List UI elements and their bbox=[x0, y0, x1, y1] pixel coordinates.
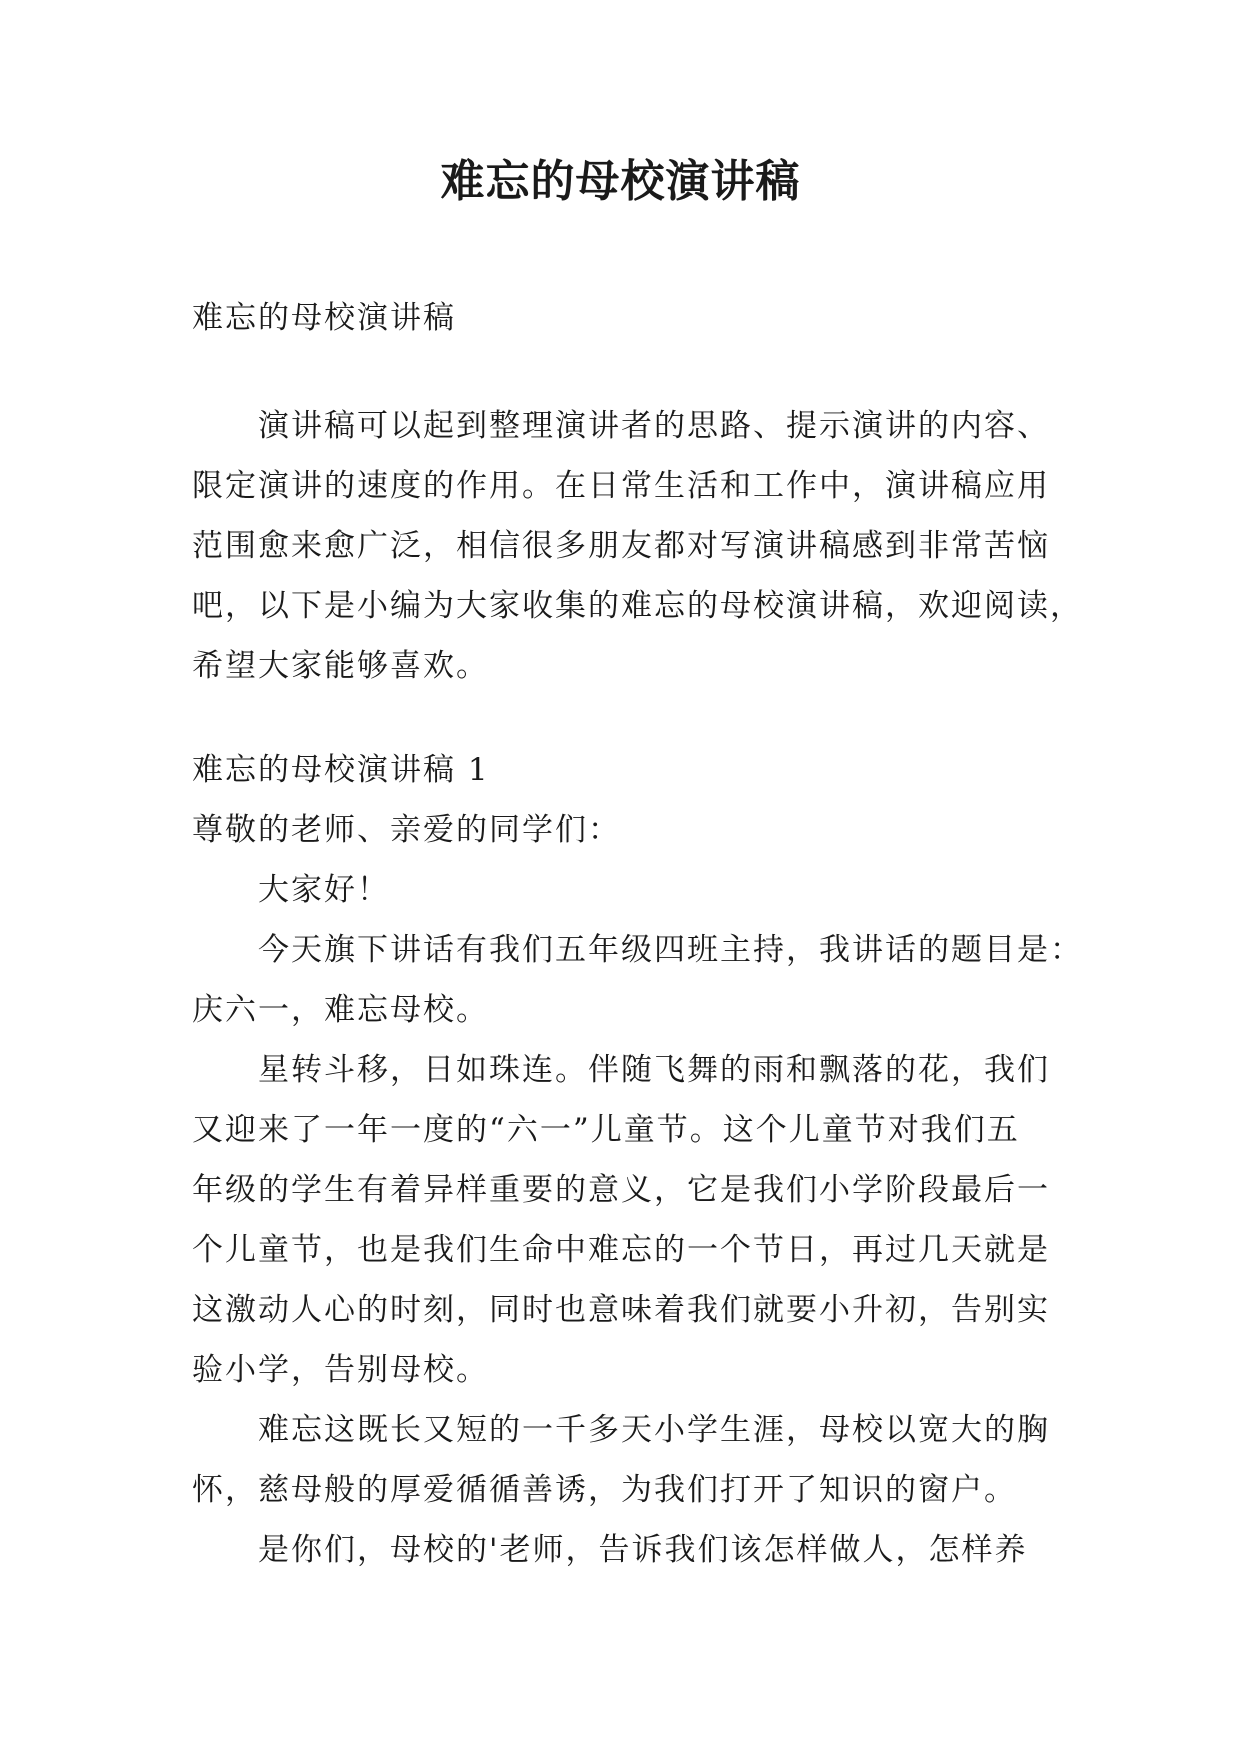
paragraph-line: 年级的学生有着异样重要的意义，它是我们小学阶段最后一 bbox=[192, 1172, 1050, 1208]
paragraph-line: 个儿童节，也是我们生命中难忘的一个节日，再过几天就是 bbox=[192, 1232, 1050, 1268]
paragraph-line: 难忘这既长又短的一千多天小学生涯，母校以宽大的胸 bbox=[258, 1412, 1050, 1448]
subtitle: 难忘的母校演讲稿 bbox=[192, 300, 456, 336]
paragraph-line: 又迎来了一年一度的“六一”儿童节。这个儿童节对我们五 bbox=[192, 1112, 1020, 1148]
intro-line: 范围愈来愈广泛，相信很多朋友都对写演讲稿感到非常苦恼 bbox=[192, 528, 1050, 564]
salutation: 尊敬的老师、亲爱的同学们： bbox=[192, 812, 621, 848]
paragraph-line: 怀，慈母般的厚爱循循善诱，为我们打开了知识的窗户。 bbox=[192, 1472, 1017, 1508]
paragraph-line: 星转斗移，日如珠连。伴随飞舞的雨和飘落的花，我们 bbox=[258, 1052, 1050, 1088]
paragraph-line: 庆六一，难忘母校。 bbox=[192, 992, 489, 1028]
intro-line: 吧，以下是小编为大家收集的难忘的母校演讲稿，欢迎阅读， bbox=[192, 588, 1083, 624]
paragraph-line: 今天旗下讲话有我们五年级四班主持，我讲话的题目是： bbox=[258, 932, 1083, 968]
paragraph-line: 这激动人心的时刻，同时也意味着我们就要小升初，告别实 bbox=[192, 1292, 1050, 1328]
paragraph-line: 是你们，母校的'老师，告诉我们该怎样做人，怎样养 bbox=[258, 1532, 1028, 1568]
document-title: 难忘的母校演讲稿 bbox=[440, 156, 801, 207]
paragraph-line: 验小学，告别母校。 bbox=[192, 1352, 489, 1388]
document-body bbox=[192, 288, 1083, 1580]
section-heading: 难忘的母校演讲稿 1 bbox=[192, 752, 490, 788]
intro-line: 限定演讲的速度的作用。在日常生活和工作中，演讲稿应用 bbox=[192, 468, 1050, 504]
intro-line: 演讲稿可以起到整理演讲者的思路、提示演讲的内容、 bbox=[258, 408, 1050, 444]
intro-line: 希望大家能够喜欢。 bbox=[192, 648, 489, 684]
greeting: 大家好！ bbox=[258, 872, 390, 908]
